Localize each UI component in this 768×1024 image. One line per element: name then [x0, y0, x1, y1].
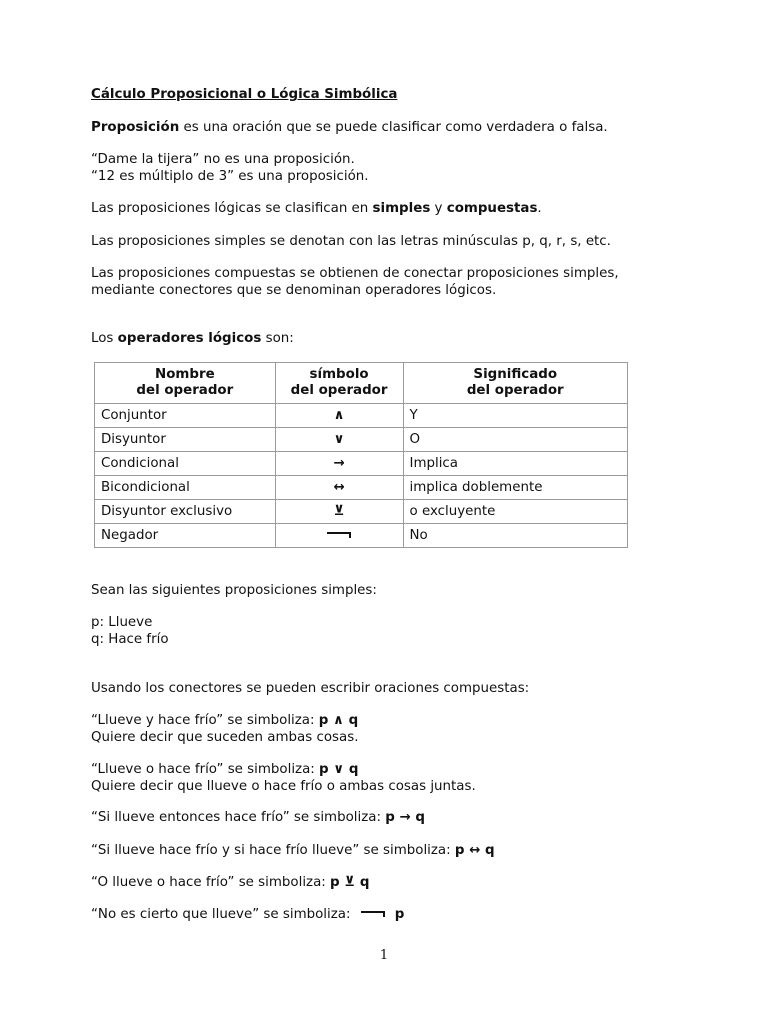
- operators-intro-bold: operadores lógicos: [117, 331, 262, 346]
- table-row: [95, 500, 628, 524]
- example-1: “Dame la tijera” no es una proposición.: [91, 152, 355, 167]
- operators-intro-pre: Los: [91, 331, 118, 346]
- operators-table: [94, 362, 628, 548]
- table-row: [95, 524, 628, 548]
- statement-symbol: p → q: [385, 810, 425, 825]
- operator-symbol: [275, 524, 403, 548]
- operator-symbol: ↔: [275, 476, 403, 500]
- usando-paragraph: Usando los conectores se pueden escribir oraciones compuestas:: [91, 681, 530, 696]
- operator-meaning: O: [403, 428, 628, 452]
- statement-conditional: [91, 809, 425, 826]
- statement-exclusive: [91, 874, 369, 891]
- operator-name: Bicondicional: [95, 476, 276, 500]
- statement-symbol: p ⊻ q: [330, 875, 370, 890]
- header-meaning: Significado del operador: [403, 363, 628, 404]
- simple-description: Las proposiciones simples se denotan con las letras minúsculas p, q, r, s, etc.: [91, 234, 611, 249]
- operator-symbol: ∨: [275, 428, 403, 452]
- definition-term: Proposición: [91, 120, 180, 135]
- table-row: [95, 476, 628, 500]
- definition-text: es una oración que se puede clasificar como verdadera o falsa.: [179, 120, 608, 135]
- definition-paragraph: [91, 119, 608, 136]
- operator-symbol: →: [275, 452, 403, 476]
- statement-disjunction-explain: Quiere decir que llueve o hace frío o ambas cosas juntas.: [91, 779, 476, 794]
- statement-symbol: p ∨ q: [319, 762, 359, 777]
- statement-text: “Si llueve entonces hace frío” se simboliza:: [91, 810, 386, 825]
- statement-text: “No es cierto que llueve” se simboliza:: [91, 907, 355, 922]
- statement-text: “O llueve o hace frío” se simboliza:: [91, 875, 331, 890]
- compound-description-2: mediante conectores que se denominan operadores lógicos.: [91, 283, 497, 298]
- classify-simple: simples: [372, 201, 431, 216]
- statement-symbol: p ∧ q: [318, 713, 359, 728]
- table-row: [95, 404, 628, 428]
- q-definition: q: Hace frío: [91, 632, 169, 647]
- operator-name: Condicional: [95, 452, 276, 476]
- statement-conjunction: [91, 712, 358, 729]
- statement-text: “Llueve o hace frío” se simboliza:: [91, 762, 320, 777]
- statement-symbol: p ↔ q: [454, 843, 495, 858]
- operator-meaning: No: [403, 524, 628, 548]
- compound-description-1: Las proposiciones compuestas se obtienen de conectar proposiciones simples,: [91, 266, 619, 281]
- statement-text: “Llueve y hace frío” se simboliza:: [91, 713, 319, 728]
- header-symbol: símbolo del operador: [275, 363, 403, 404]
- operator-name: Disyuntor: [95, 428, 276, 452]
- p-definition: p: Llueve: [91, 615, 153, 630]
- operator-meaning: o excluyente: [403, 500, 628, 524]
- operator-symbol: ⊻: [275, 500, 403, 524]
- operator-name: Negador: [95, 524, 276, 548]
- classify-pre: Las proposiciones lógicas se clasifican en: [91, 201, 373, 216]
- negation-icon: [361, 911, 385, 917]
- classify-compound: compuestas: [446, 201, 538, 216]
- operator-name: Conjuntor: [95, 404, 276, 428]
- operators-intro: [91, 330, 294, 347]
- table-header-row: [95, 363, 628, 404]
- statement-negation: [91, 906, 404, 923]
- operator-meaning: Y: [403, 404, 628, 428]
- statement-disjunction: [91, 761, 358, 778]
- example-2: “12 es múltiplo de 3” es una proposición.: [91, 169, 369, 184]
- classify-paragraph: [91, 200, 542, 217]
- operator-symbol: ∧: [275, 404, 403, 428]
- negation-icon: [327, 532, 351, 538]
- header-name: Nombre del operador: [95, 363, 276, 404]
- table-row: [95, 452, 628, 476]
- classify-and: y: [430, 201, 447, 216]
- operator-meaning: implica doblemente: [403, 476, 628, 500]
- page-title: Cálculo Proposicional o Lógica Simbólica: [91, 87, 398, 102]
- statement-symbol: p: [394, 907, 405, 922]
- sean-paragraph: Sean las siguientes proposiciones simples:: [91, 583, 377, 598]
- statement-conjunction-explain: Quiere decir que suceden ambas cosas.: [91, 730, 359, 745]
- operator-name: Disyuntor exclusivo: [95, 500, 276, 524]
- page-number: 1: [379, 948, 389, 963]
- operators-intro-post: son:: [261, 331, 294, 346]
- classify-end: .: [537, 201, 542, 216]
- statement-text: “Si llueve hace frío y si hace frío llueve” se simboliza:: [91, 843, 455, 858]
- table-row: [95, 428, 628, 452]
- statement-biconditional: [91, 842, 495, 859]
- operator-meaning: Implica: [403, 452, 628, 476]
